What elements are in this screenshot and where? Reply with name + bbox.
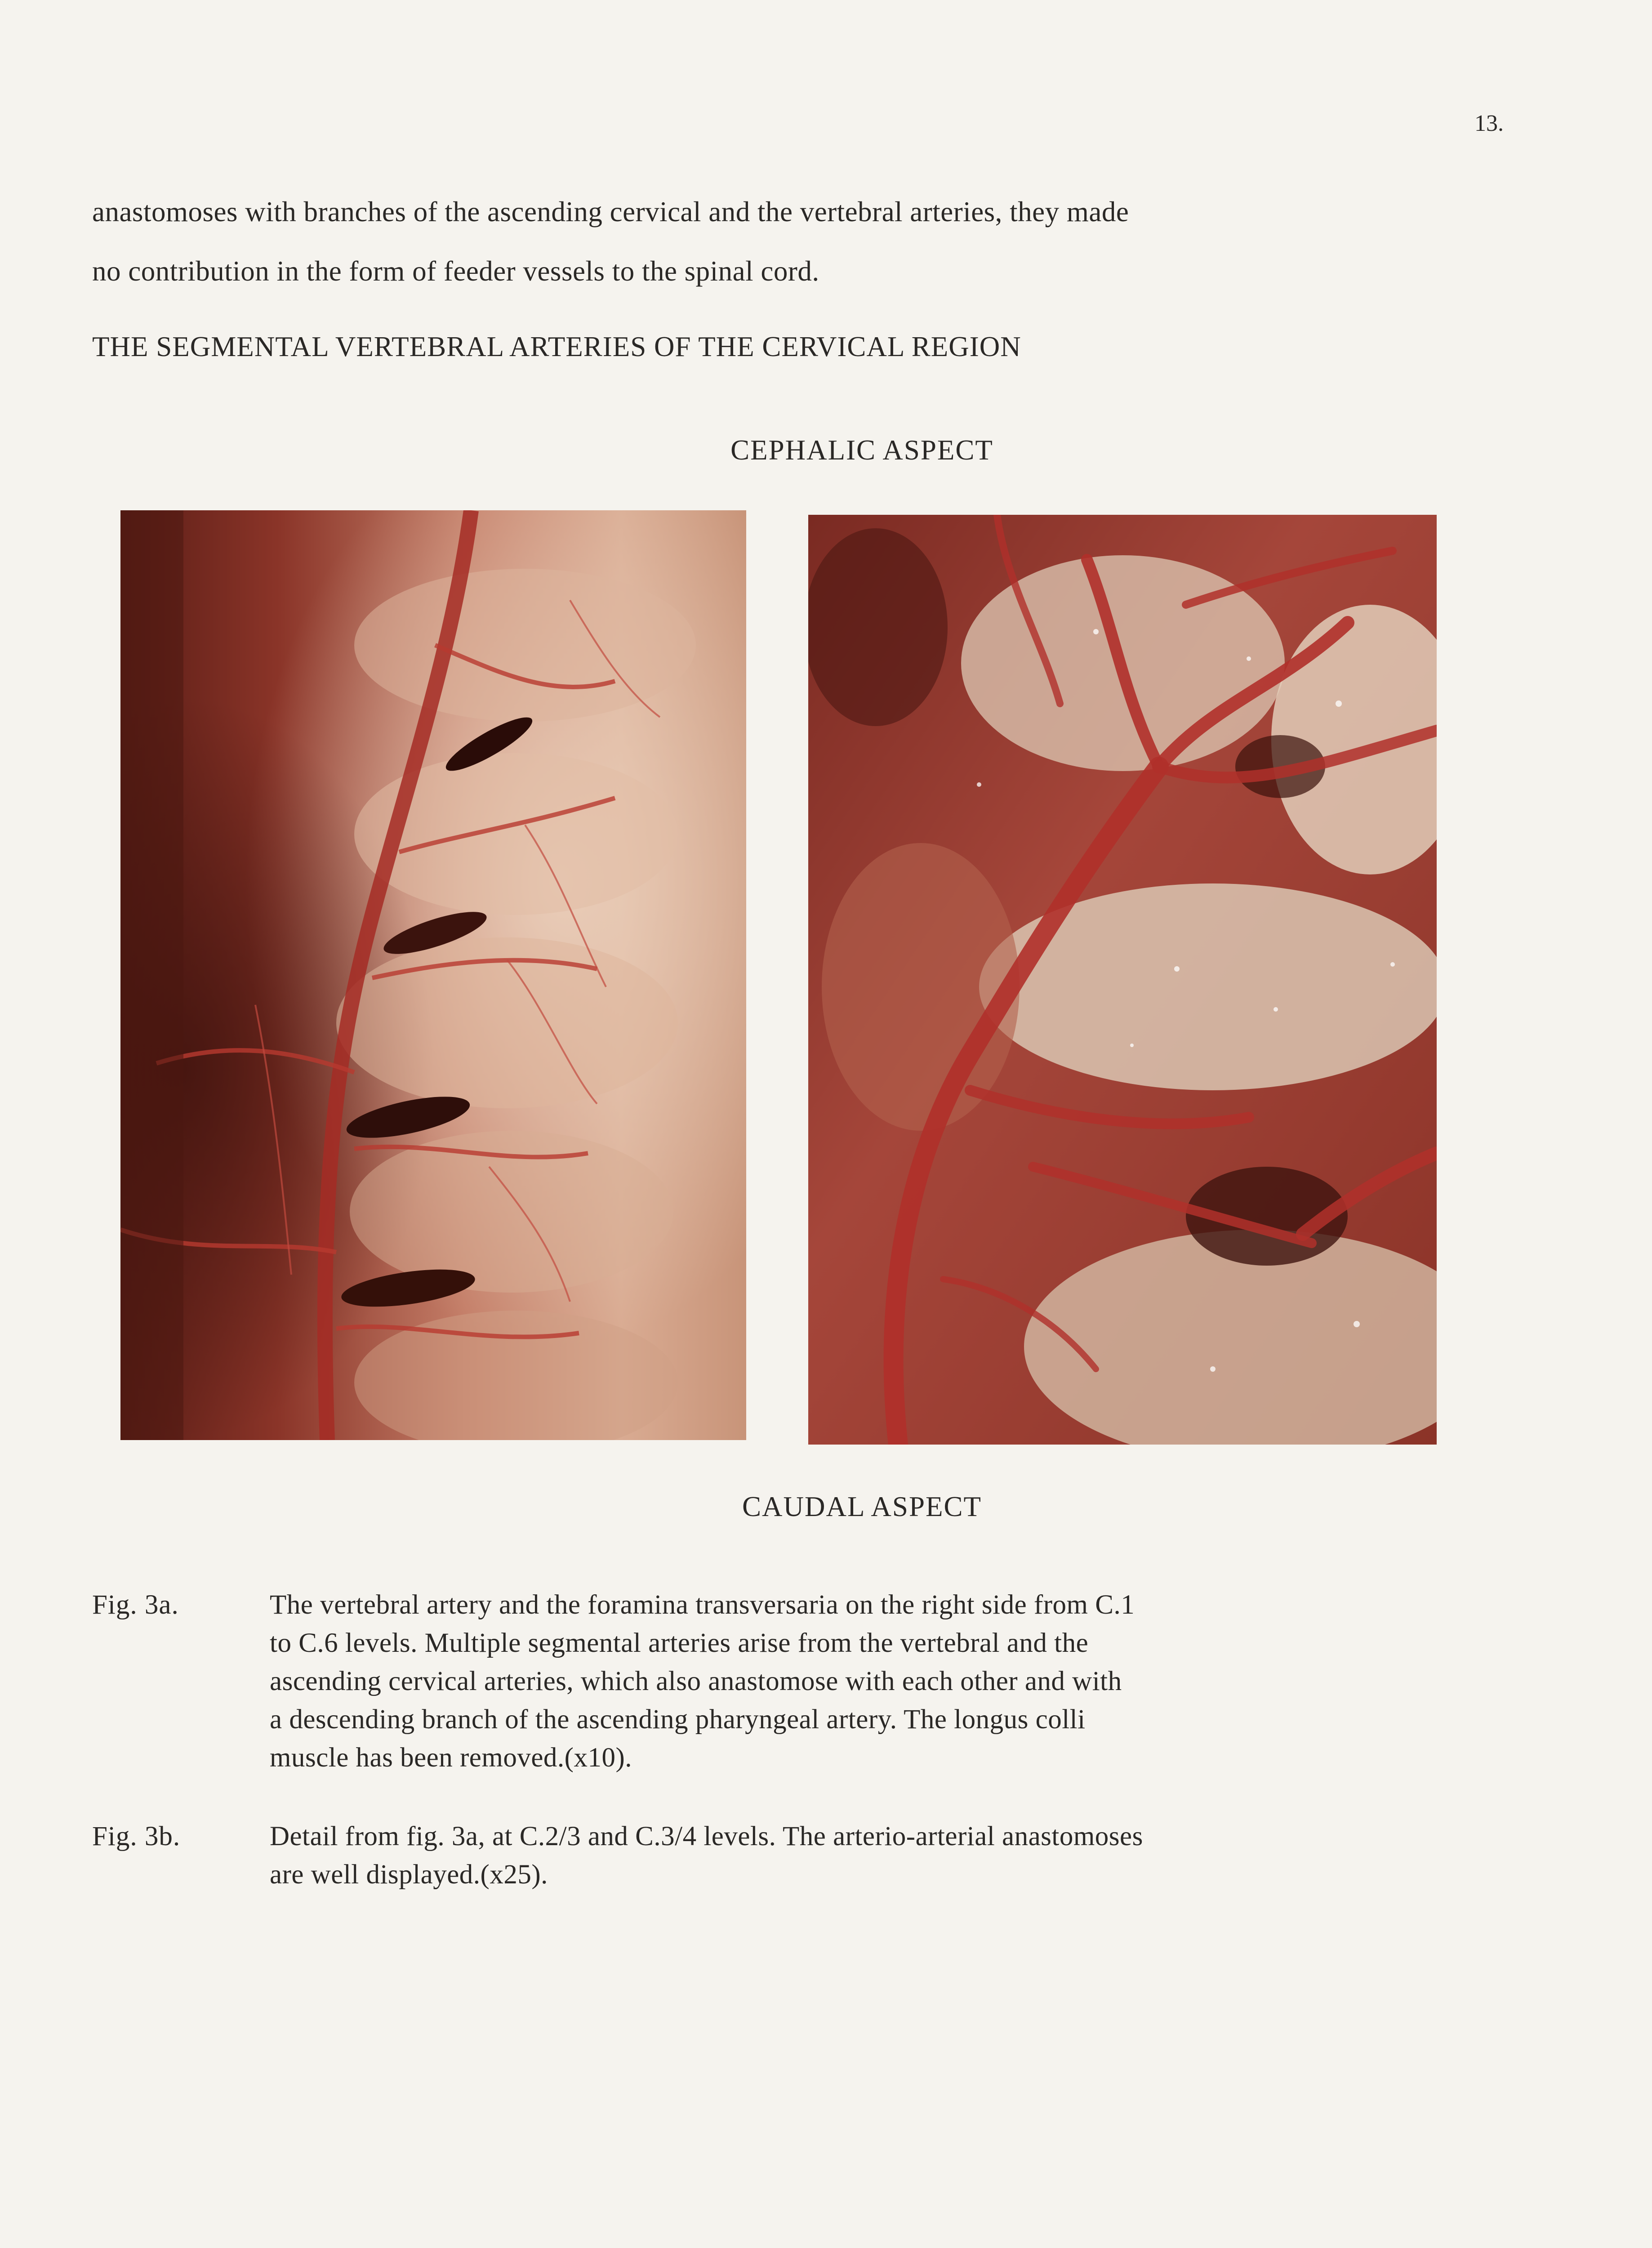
intro-line-2: no contribution in the form of feeder vessels to the spinal cord. bbox=[92, 255, 819, 287]
figure-3a-photograph bbox=[120, 510, 746, 1440]
caption-3a-label: Fig. 3a. bbox=[92, 1590, 179, 1620]
caudal-aspect-label: CAUDAL ASPECT bbox=[742, 1491, 982, 1522]
caption-3a-line-2: to C.6 levels. Multiple segmental arteries arise from the vertebral and the bbox=[270, 1628, 1089, 1658]
page-number: 13. bbox=[1474, 111, 1504, 136]
caption-3a-line-4: a descending branch of the ascending pharyngeal artery. The longus colli bbox=[270, 1704, 1086, 1735]
caption-3b-line-1: Detail from fig. 3a, at C.2/3 and C.3/4 levels. The arterio-arterial anastomoses bbox=[270, 1821, 1143, 1851]
intro-line-1: anastomoses with branches of the ascending cervical and the vertebral arteries, they made bbox=[92, 196, 1129, 227]
caption-3b-label: Fig. 3b. bbox=[92, 1821, 181, 1851]
caption-3b-line-2: are well displayed.(x25). bbox=[270, 1860, 548, 1890]
caption-3a-line-1: The vertebral artery and the foramina transversaria on the right side from C.1 bbox=[270, 1590, 1135, 1620]
caption-3a-line-3: ascending cervical arteries, which also anastomose with each other and with bbox=[270, 1666, 1122, 1696]
section-heading: THE SEGMENTAL VERTEBRAL ARTERIES OF THE CERVICAL REGION bbox=[92, 331, 1021, 362]
caption-3a-line-5: muscle has been removed.(x10). bbox=[270, 1743, 632, 1773]
cephalic-aspect-label: CEPHALIC ASPECT bbox=[730, 434, 993, 466]
figure-3b-photograph bbox=[808, 515, 1437, 1445]
